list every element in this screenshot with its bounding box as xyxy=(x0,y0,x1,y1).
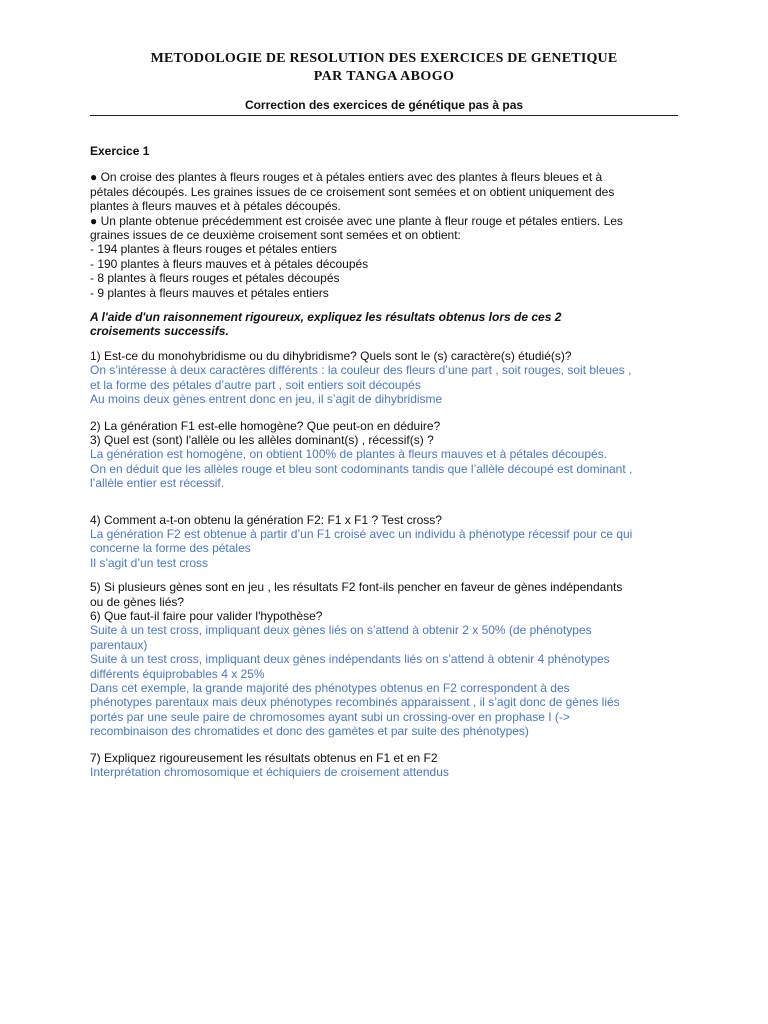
answer-line: La génération F2 est obtenue à partir d’un F1 croisé avec un individu à phénotype récessif pour ce qui xyxy=(90,526,633,541)
answer-line: parentaux) xyxy=(90,637,148,652)
result-item: - 190 plantes à fleurs mauves et à pétales découpés xyxy=(90,256,369,271)
instruction xyxy=(90,310,685,339)
answer-line: Interprétation chromosomique et échiquiers de croisement attendus xyxy=(90,765,449,780)
statement-line: ● Un plante obtenue précédemment est croisée avec une plante à fleur rouge et pétales entiers. Les xyxy=(90,213,623,228)
answer-line: Au moins deux gènes entrent donc en jeu, il s’agit de dihybridisme xyxy=(90,392,443,407)
answer-line: Dans cet exemple, la grande majorité des phénotypes obtenus en F2 correspondent à des xyxy=(90,681,570,695)
exercise-heading: Exercice 1 xyxy=(90,144,150,158)
statement-line: pétales découpés. Les graines issues de ce croisement sont semées et on obtient uniquement des xyxy=(90,184,615,199)
answer-line: On en déduit que les allèles rouge et bleu sont codominants tandis que l’allèle découpé est dominant , xyxy=(90,461,633,476)
question-5: 5) Si plusieurs gènes sont en jeu , les résultats F2 font-ils pencher en faveur de gènes indépendants xyxy=(90,580,623,595)
question-5-6-block xyxy=(90,580,685,738)
answer-line: phénotypes parentaux mais deux phénotypes recombinés apparaissent , il s’agit donc de gènes liés xyxy=(90,695,620,710)
instruction-line: A l'aide d'un raisonnement rigoureux, expliquez les résultats obtenus lors de ces 2 xyxy=(90,310,562,325)
answer-line: et la forme des pétales d’autre part , soit entiers soit découpés xyxy=(90,377,421,392)
document-title-line-2: PAR TANGA ABOGO xyxy=(313,69,455,84)
question-7-block xyxy=(90,751,685,780)
question-2: 2) La génération F1 est-elle homogène? Que peut-on en déduire? xyxy=(90,418,441,433)
answer-line: recombinaison des chromatides et donc des gamètes et par suite des phénotypes) xyxy=(90,724,529,739)
answer-line: différents équiprobables 4 x 25% xyxy=(90,666,265,681)
statement-line: ● On croise des plantes à fleurs rouges et à pétales entiers avec des plantes à fleurs bleues et à xyxy=(90,170,603,185)
question-4: 4) Comment a-t-on obtenu la génération F2: F1 x F1 ? Test cross? xyxy=(90,512,442,527)
document-body xyxy=(90,144,685,779)
answer-line: On s’intéresse à deux caractères différents : la couleur des fleurs d’une part , soit rouges, soit bleues , xyxy=(90,363,632,378)
result-item: - 9 plantes à fleurs mauves et pétales entiers xyxy=(90,285,329,300)
document-subtitle: Correction des exercices de génétique pas à pas xyxy=(244,98,524,112)
question-4-block xyxy=(90,513,685,571)
question-2-3-block xyxy=(90,419,685,491)
question-5-cont: ou de gènes liés? xyxy=(90,594,185,609)
answer-line: portés par une seule paire de chromosomes ayant subi un crossing-over en prophase I (-> xyxy=(90,709,570,724)
answer-line: concerne la forme des pétales xyxy=(90,541,251,556)
answer-line: Suite à un test cross, impliquant deux gènes liés on s’attend à obtenir 2 x 50% (de phénotypes xyxy=(90,623,592,638)
instruction-line: croisements successifs. xyxy=(90,324,229,339)
document-title-line-1: METODOLOGIE DE RESOLUTION DES EXERCICES DE GENETIQUE xyxy=(150,51,618,66)
exercise-statement xyxy=(90,170,685,300)
statement-line: graines issues de ce deuxième croisement sont semées et on obtient: xyxy=(90,228,461,243)
answer-line: La génération est homogène, on obtient 100% de plantes à fleurs mauves et à pétales découpés. xyxy=(90,447,608,462)
statement-line: plantes à fleurs mauves et à pétales découpés. xyxy=(90,199,341,214)
header-divider xyxy=(90,115,678,116)
question-6: 6) Que faut-il faire pour valider l'hypothèse? xyxy=(90,608,323,623)
question-1-block xyxy=(90,349,685,407)
answer-line: Il s’agit d’un test cross xyxy=(90,555,209,570)
question-1: 1) Est-ce du monohybridisme ou du dihybridisme? Quels sont le (s) caractère(s) étudié(s)? xyxy=(90,348,572,363)
answer-line: l’allèle entier est récessif. xyxy=(90,476,225,491)
result-item: - 194 plantes à fleurs rouges et pétales entiers xyxy=(90,242,337,257)
question-7: 7) Expliquez rigoureusement les résultats obtenus en F1 et en F2 xyxy=(90,750,438,765)
result-item: - 8 plantes à fleurs rouges et pétales découpés xyxy=(90,271,340,286)
answer-line: Suite à un test cross, impliquant deux gènes indépendants liés on s’attend à obtenir 4 phénotypes xyxy=(90,652,610,667)
question-3: 3) Quel est (sont) l'allèle ou les allèles dominant(s) , récessif(s) ? xyxy=(90,432,434,447)
